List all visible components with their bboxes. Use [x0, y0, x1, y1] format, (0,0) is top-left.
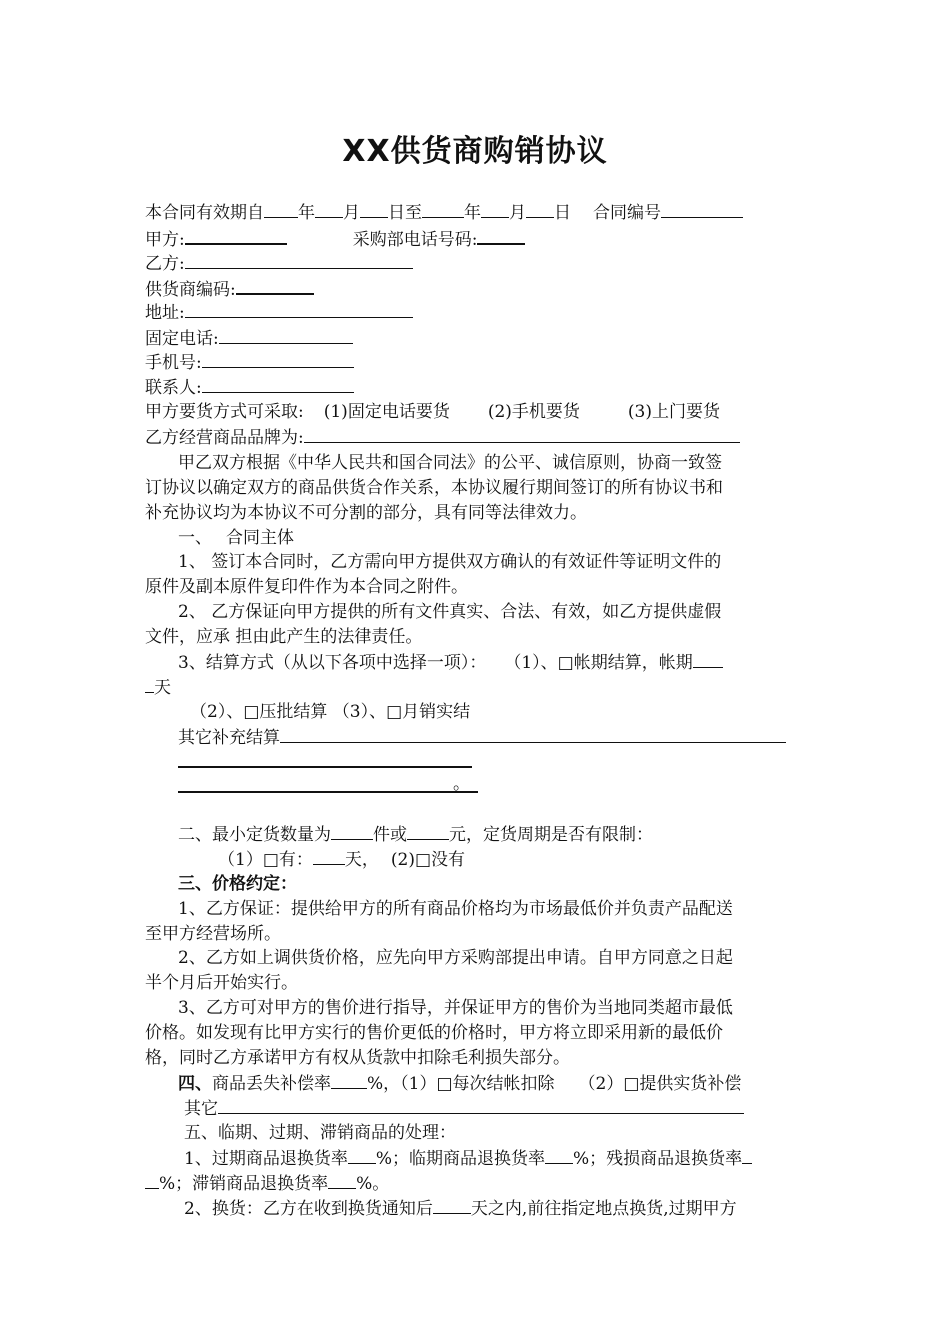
contact-label: 联系人: [145, 378, 202, 398]
yuan-label: 元，定货周期是否有限制： [449, 825, 653, 845]
other-settlement-blank-3[interactable] [178, 774, 478, 793]
purchase-phone-blank[interactable] [477, 226, 525, 245]
damaged-rate-blank[interactable] [742, 1146, 752, 1164]
s1-p1-a: 1、 签订本合同时，乙方需向甲方提供双方确认的有效证件等证明文件的 [178, 552, 722, 572]
section-4-other-line [184, 1096, 744, 1121]
near-expiry-rate-blank[interactable] [545, 1146, 573, 1164]
section-1-title: 合同主体 [226, 528, 294, 548]
validity-line [145, 200, 743, 225]
month-label: 月 [343, 203, 360, 223]
settlement-label: 3、结算方式（从以下各项中选择一项）： [178, 653, 487, 673]
party-b-blank[interactable] [185, 251, 413, 269]
section-1-number: 一、 [178, 528, 212, 548]
s1-p3-b [145, 675, 171, 700]
exchange-days-blank[interactable] [433, 1196, 471, 1214]
s1-p2-a: 2、 乙方保证向甲方提供的所有文件真实、合法、有效，如乙方提供虚假 [178, 602, 722, 622]
supplier-code-blank[interactable] [236, 276, 314, 295]
account-period-blank[interactable] [693, 650, 723, 668]
month-label: 月 [509, 203, 526, 223]
other-settlement-label: 其它补充结算 [178, 728, 280, 748]
s3-p2-a: 2、乙方如上调供货价格，应先向甲方采购部提出申请。自甲方同意之日起 [178, 948, 733, 968]
exchange-text: 天之内,前往指定地点换货,过期甲方 [470, 1199, 737, 1219]
mobile-blank[interactable] [202, 350, 354, 368]
loss-comp-rate-blank[interactable] [331, 1071, 367, 1089]
fixed-phone-label: 固定电话: [145, 329, 219, 349]
brands-line [145, 425, 740, 450]
contract-no-blank[interactable] [661, 200, 743, 218]
loss-comp-option-1: %，（1）□每次结帐扣除 [367, 1074, 555, 1094]
section-5-heading: 五、临期、过期、滞销商品的处理： [184, 1123, 456, 1143]
period: 。 [453, 774, 470, 794]
blank[interactable] [264, 200, 298, 218]
slow-moving-rate-blank[interactable] [328, 1171, 356, 1189]
day-label: 日 [554, 203, 571, 223]
section-4-line [178, 1071, 741, 1096]
other-settlement-line [178, 725, 786, 750]
other-settlement-line-3 [178, 774, 478, 798]
s5-p1-b [145, 1171, 389, 1196]
section-2-options [218, 847, 465, 872]
piece-or-label: 件或 [373, 825, 407, 845]
pct-end-label: %。 [356, 1174, 390, 1194]
document-title: XX供货商购销协议 [342, 134, 608, 169]
settlement-option-1: （1）、□帐期结算，帐期 [504, 653, 693, 673]
brands-label: 乙方经营商品品牌为: [145, 428, 304, 448]
party-a-line [145, 226, 525, 252]
s3-p1-b: 至甲方经营场所。 [145, 924, 281, 944]
supplier-code-label: 供货商编码: [145, 280, 236, 300]
days-comma-label: 天， [344, 850, 379, 870]
min-quantity-blank[interactable] [331, 822, 373, 840]
s3-p3-a: 3、乙方可对甲方的售价进行指导，并保证甲方的售价为当地同类超市最低 [178, 998, 733, 1018]
supplier-code-line [145, 276, 314, 302]
contract-no-label: 合同编号 [593, 203, 661, 223]
order-cycle-option-no: (2)□没有 [390, 850, 466, 870]
order-cycle-option-yes: （1）□有： [218, 850, 313, 870]
method1: (1)固定电话要货 [323, 402, 450, 422]
section-4-number: 四、 [178, 1074, 212, 1094]
party-a-label: 甲方: [145, 230, 185, 250]
fixed-phone-blank[interactable] [219, 326, 353, 344]
s1-p3-opt2: （2）、□压批结算 （3）、□月销实结 [190, 702, 471, 722]
s1-p2-b: 文件，应承 担由此产生的法律责任。 [145, 627, 423, 647]
blank[interactable] [422, 200, 464, 218]
s3-p3-c: 格，同时乙方承诺甲方有权从货款中扣除毛利损失部分。 [145, 1048, 570, 1068]
min-order-label: 二、最小定货数量为 [178, 825, 331, 845]
blank[interactable] [526, 200, 554, 218]
near-expiry-return-label: %；临期商品退换货率 [375, 1149, 545, 1169]
year-label: 年 [298, 203, 315, 223]
min-amount-blank[interactable] [407, 822, 449, 840]
days-label: 天 [154, 678, 171, 698]
section-3-heading: 三、价格约定： [178, 874, 297, 894]
fixed-phone-line [145, 326, 353, 351]
address-label: 地址: [145, 303, 185, 323]
s5-p2 [184, 1196, 737, 1221]
address-line [145, 300, 413, 325]
purchase-phone-label: 采购部电话号码: [352, 230, 478, 250]
loss-comp-other-blank[interactable] [218, 1096, 744, 1114]
mobile-label: 手机号: [145, 353, 202, 373]
s5-p1-a [184, 1146, 752, 1171]
contact-line [145, 375, 354, 400]
party-b-line [145, 251, 413, 276]
order-methods-line [145, 400, 720, 424]
intro-line-1: 甲乙双方根据《中华人民共和国合同法》的公平、诚信原则，协商一致签 [178, 453, 722, 473]
s3-p2-b: 半个月后开始实行。 [145, 973, 298, 993]
s1-p1-b: 原件及副本原件复印件作为本合同之附件。 [145, 577, 468, 597]
blank[interactable] [481, 200, 509, 218]
year-label: 年 [464, 203, 481, 223]
intro-line-2: 订协议以确定双方的商品供货合作关系，本协议履行期间签订的所有协议书和 [145, 478, 723, 498]
day-to-label: 日至 [388, 203, 422, 223]
exchange-label: 2、换货：乙方在收到换货通知后 [184, 1199, 433, 1219]
blank[interactable] [360, 200, 388, 218]
loss-comp-other-label: 其它 [184, 1099, 218, 1119]
damaged-rate-blank-cont[interactable] [145, 1171, 159, 1189]
order-methods-label: 甲方要货方式可采取: [145, 402, 304, 422]
section-2-line [178, 822, 653, 847]
s3-p1-a: 1、乙方保证：提供给甲方的所有商品价格均为市场最低价并负责产品配送 [178, 899, 733, 919]
other-settlement-blank[interactable] [280, 725, 786, 743]
party-b-label: 乙方: [145, 254, 185, 274]
slow-moving-return-label: %；滞销商品退换货率 [159, 1174, 329, 1194]
account-period-blank-cont[interactable] [145, 675, 154, 693]
mobile-line [145, 350, 354, 375]
party-a-blank[interactable] [185, 226, 287, 245]
blank[interactable] [315, 200, 343, 218]
validity-label: 本合同有效期自 [145, 203, 264, 223]
brands-blank[interactable] [304, 425, 740, 443]
intro-line-3: 补充协议均为本协议不可分割的部分，具有同等法律效力。 [145, 503, 587, 523]
method3: (3)上门要货 [627, 402, 721, 422]
section-1-heading [178, 526, 294, 550]
loss-comp-label: 商品丢失补偿率 [212, 1074, 331, 1094]
expired-rate-blank[interactable] [348, 1146, 376, 1164]
address-blank[interactable] [185, 300, 413, 318]
order-cycle-days-blank[interactable] [313, 847, 345, 865]
loss-comp-option-2: （2）□提供实货补偿 [578, 1074, 742, 1094]
method2: (2)手机要货 [487, 402, 580, 422]
expired-return-label: 1、过期商品退换货率 [184, 1149, 348, 1169]
s1-p3-a [178, 650, 723, 675]
contact-blank[interactable] [202, 375, 354, 393]
s3-p3-b: 价格。如发现有比甲方实行的售价更低的价格时，甲方将立即采用新的最低价 [145, 1023, 723, 1043]
other-settlement-rule-1[interactable] [178, 766, 472, 768]
damaged-return-label: %；残损商品退换货率 [572, 1149, 743, 1169]
